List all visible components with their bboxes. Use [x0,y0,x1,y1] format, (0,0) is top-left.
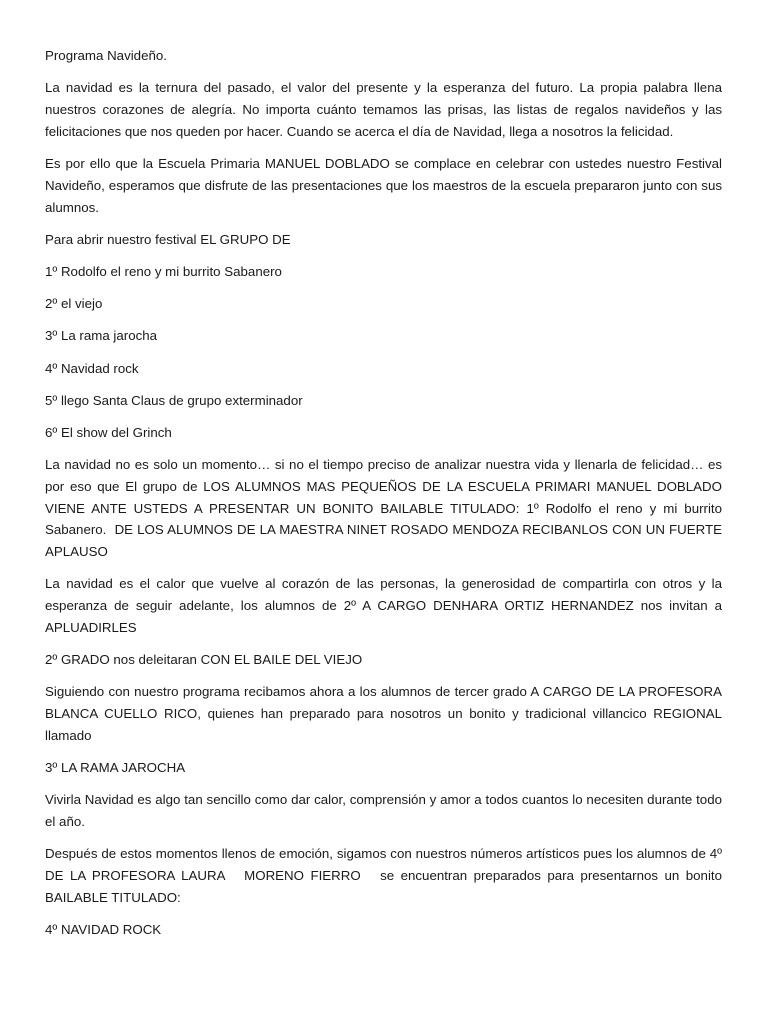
program-item-5: 5º llego Santa Claus de grupo exterminador [45,392,303,408]
program-item-1: 1º Rodolfo el reno y mi burrito Sabanero [45,263,282,279]
program-item-2: 2º el viejo [45,296,103,312]
first-grade-paragraph: La navidad no es solo un momento… si no el tiempo preciso de analizar nuestra vida y llenarla de felicidad… es por eso que El grupo de LOS ALUMNOS MAS PEQUEÑOS DE LA ESCUELA PRIMARI MANUEL DOBLADO VIENE ANTE USTEDS A PRESENTAR UN BONITO BAILABLE TITULADO: 1º Rodolfo el reno y mi burrito Sabanero. DE LOS ALUMNOS DE LA MAESTRA NINET ROSADO MENDOZA RECIBANLOS CON UN FUERTE APLAUSO [45,457,726,560]
document-title: Programa Navideño. [45,48,167,63]
intro-paragraph: La navidad es la ternura del pasado, el valor del presente y la esperanza del futuro. La propia palabra llena nuestros corazones de alegría. No importa cuánto temamos las prisas, las listas de regalos navideños y las felicitaciones que nos queden por hacer. Cuando se acerca el día de Navidad, llega a nosotros la felicidad. [45,80,726,139]
welcome-paragraph: Es por ello que la Escuela Primaria MANUEL DOBLADO se complace en celebrar con ustedes nuestro Festival Navideño, esperamos que disfrute de las presentaciones que los maestros de la escuela prepararon junto con sus alumnos. [45,155,726,215]
fourth-grade-announcement: 4º NAVIDAD ROCK [45,922,162,938]
second-grade-paragraph: La navidad es el calor que vuelve al corazón de las personas, la generosidad de compartirla con otros y la esperanza de seguir adelante, los alumnos de 2º A CARGO DENHARA ORTIZ HERNANDEZ nos invitan a APLUADIRLES [45,576,726,636]
third-grade-announcement: 3º LA RAMA JAROCHA [45,760,186,776]
document-page [45,45,726,951]
third-grade-paragraph: Siguiendo con nuestro programa recibamos ahora a los alumnos de tercer grado A CARGO DE LA PROFESORA BLANCA CUELLO RICO, quienes han preparado para nosotros un bonito y tradicional villancico REGIONAL llamado [45,684,726,743]
program-item-4: 4º Navidad rock [45,360,139,376]
fourth-grade-paragraph: Después de estos momentos llenos de emoción, sigamos con nuestros números artísticos pues los alumnos de 4º DE LA PROFESORA LAURA MORENO FIERRO se encuentran preparados para presentarnos un bonito BAILABLE TITULADO: [45,846,726,905]
second-grade-announcement: 2º GRADO nos deleitaran CON EL BAILE DEL VIEJO [45,652,363,668]
christmas-quote-paragraph: Vivirla Navidad es algo tan sencillo como dar calor, comprensión y amor a todos cuantos lo necesiten durante todo el año. [45,792,726,830]
program-intro-line: Para abrir nuestro festival EL GRUPO DE [45,231,291,247]
program-item-3: 3º La rama jarocha [45,328,158,344]
program-item-6: 6º El show del Grinch [45,424,172,440]
